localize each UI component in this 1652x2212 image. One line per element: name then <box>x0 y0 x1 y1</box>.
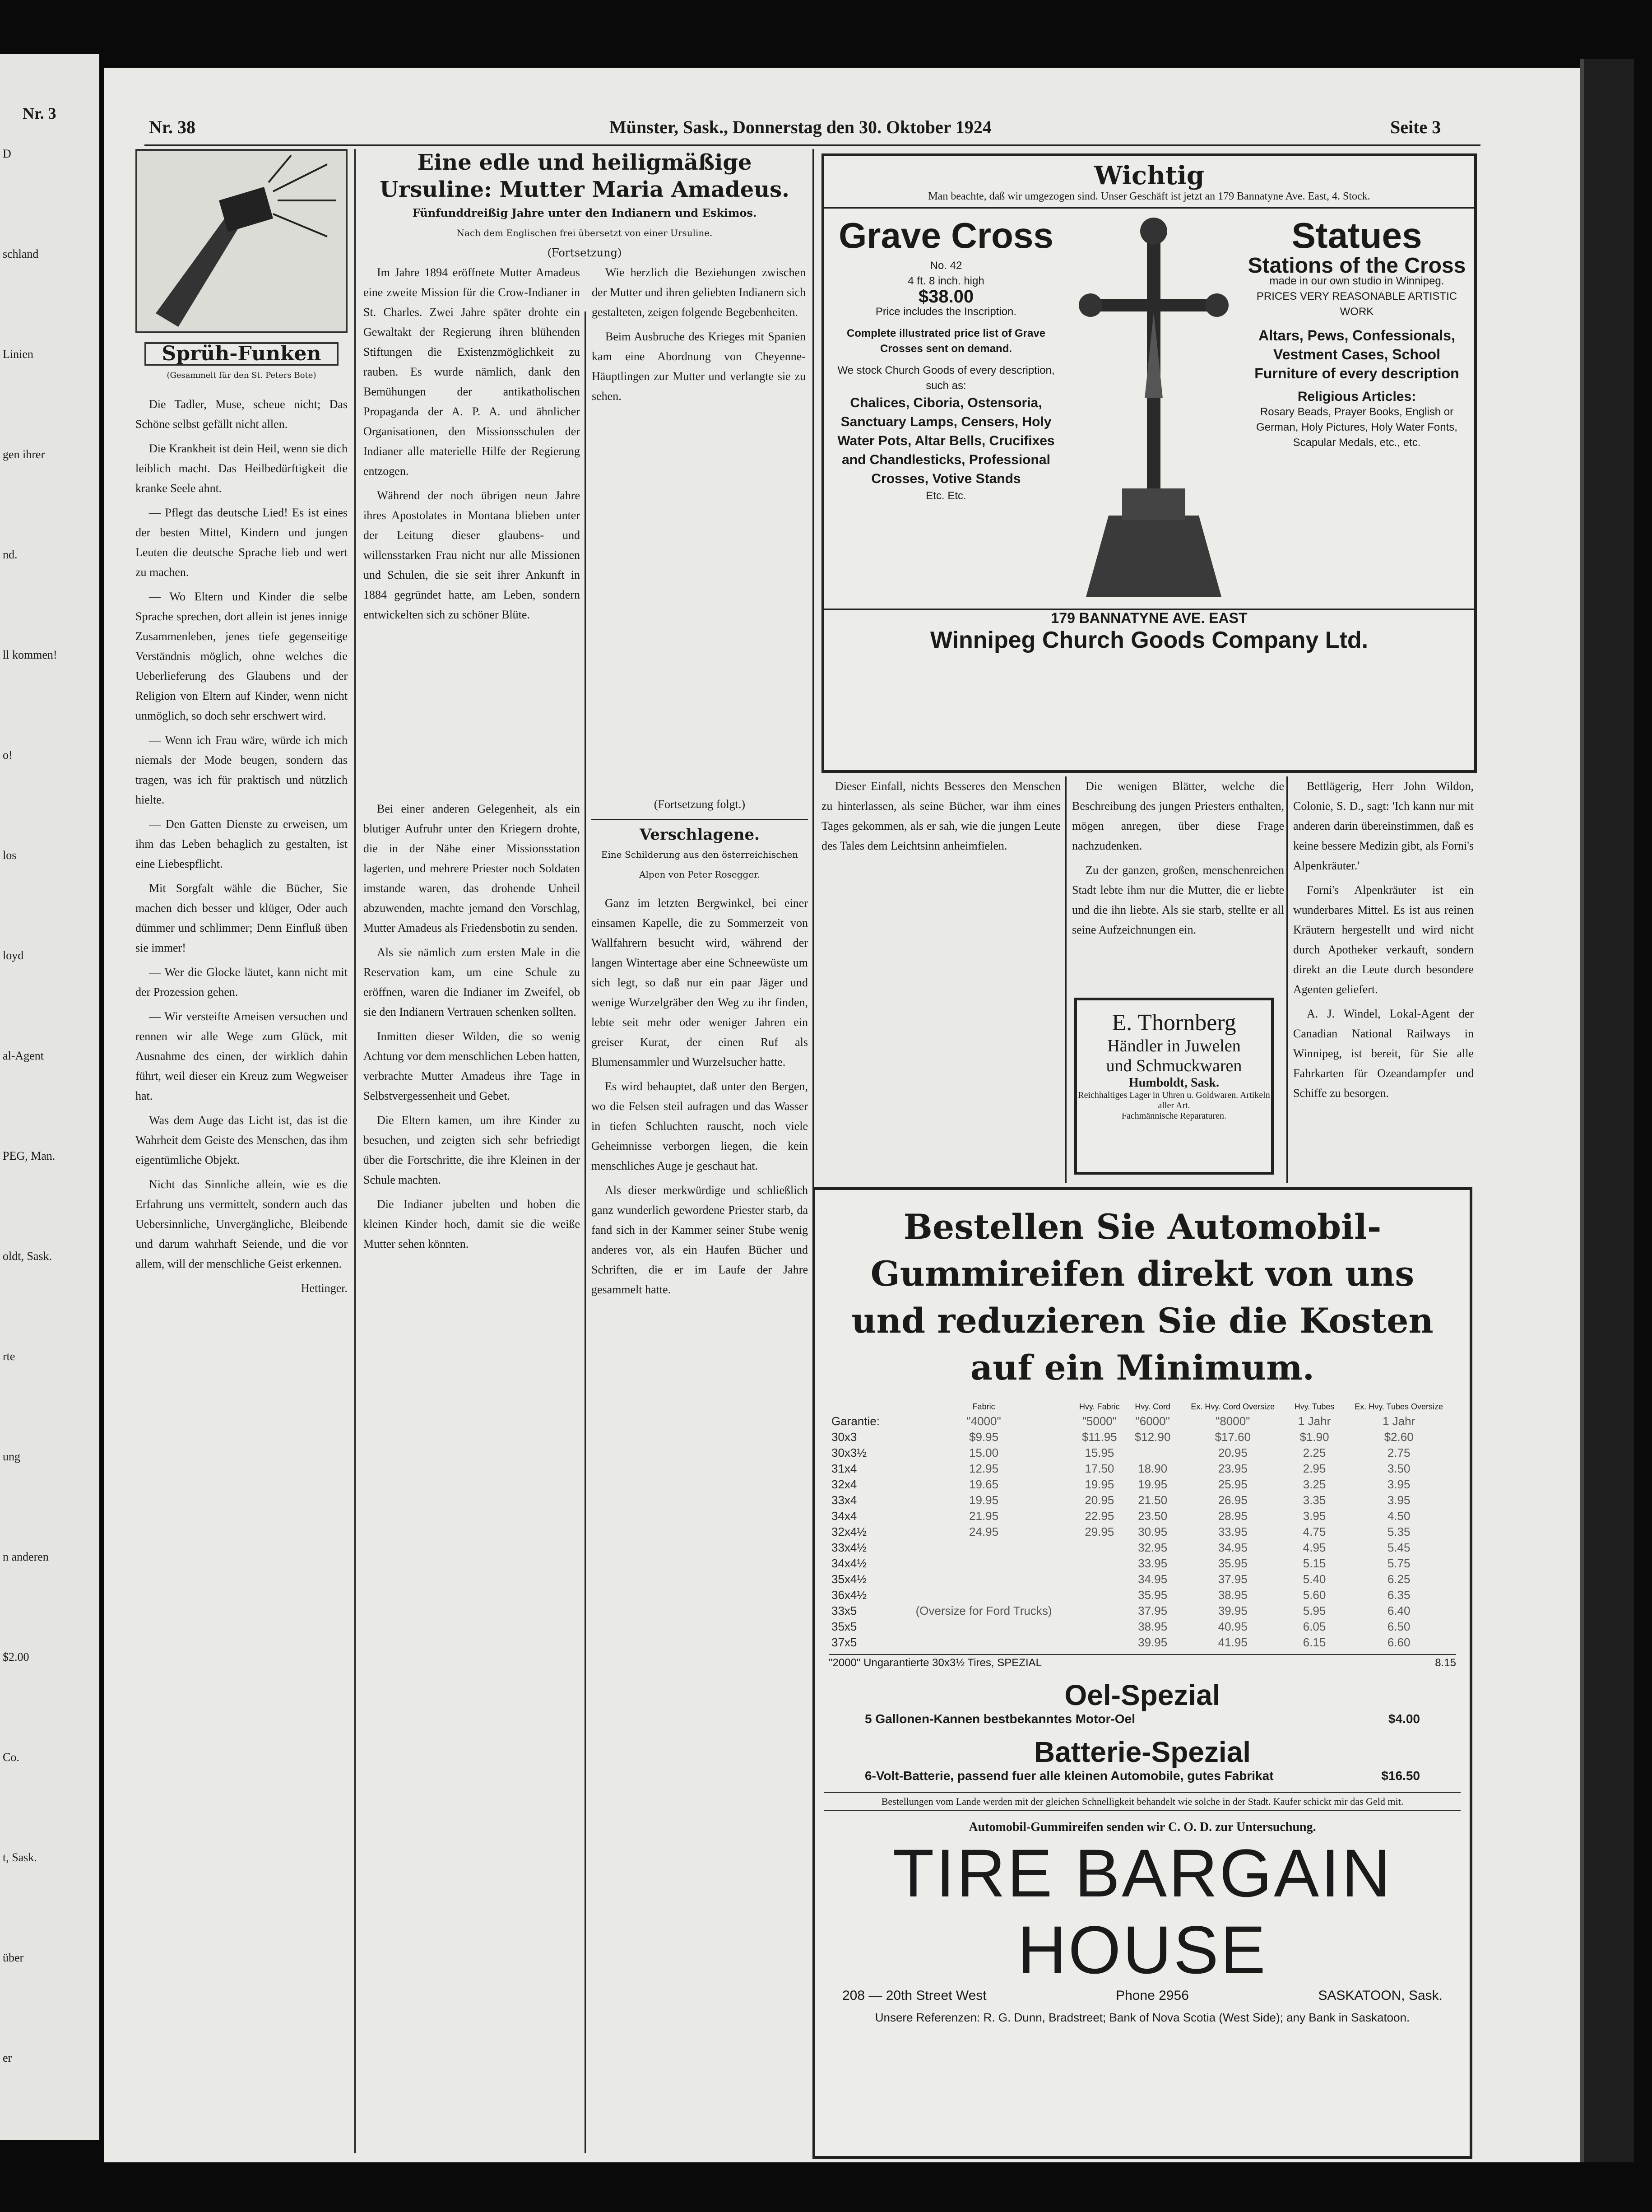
table-cell: 33.95 <box>1218 1525 1248 1538</box>
table-cell: 21.50 <box>1138 1493 1168 1507</box>
paragraph: — Pflegt das deutsche Lied! Es ist eines der besten Mittel, Kindern und jungen Leuten die deutsche Sprache lieb und wert zu machen. <box>135 506 348 579</box>
table-cell: 36x4½ <box>831 1588 867 1602</box>
table-cell: 4.50 <box>1387 1509 1411 1523</box>
left-page-fragment-text: $2.00 <box>3 1650 29 1664</box>
paragraph: — Wir versteifte Ameisen versuchen und rennen wir alle Wege zum Glück, mit Ausnahme des einen, der wirklich dahin führt, weil dieser ein Kreuz zum Wegweiser hat. <box>135 1010 348 1102</box>
paragraph: Im Jahre 1894 eröffnete Mutter Amadeus eine zweite Mission für die Crow-Indianer in St. Charles. Zwei Jahre später drohte ein Gewaltakt der Regierung ihren blühenden Stiftungen die Existenzmöglichkeit zu rauben. Es wurde nämlich, dank den Bemühungen der antikatholischen Propaganda der A. P. A. und ähnlicher Organisationen, den Missionsschulen der Indianer alle materielle Hilfe der Regierung entzogen. <box>363 266 580 478</box>
table-cell: 35.95 <box>1138 1588 1168 1602</box>
ad-church-goods <box>821 153 1477 773</box>
thornberg-line1: Händler in Juwelen <box>1107 1036 1241 1055</box>
left-page-fragment-text: o! <box>3 748 13 762</box>
table-cell: 3.95 <box>1303 1509 1326 1523</box>
thornberg-name: E. Thornberg <box>1112 1010 1236 1036</box>
table-cell: 15.95 <box>1085 1446 1114 1459</box>
table-header: Ex. Hvy. Tubes Oversize <box>1355 1402 1443 1411</box>
article-ursuline-end: (Fortsetzung folgt.) <box>654 798 746 811</box>
ad-thornberg <box>1074 998 1274 1175</box>
grave-cross-title: Grave Cross <box>839 215 1053 256</box>
left-page-fragment-text: ll kommen! <box>3 648 57 661</box>
table-cell: $11.95 <box>1082 1430 1117 1444</box>
table-cell: $2.60 <box>1384 1430 1414 1444</box>
ad-church-notice: Man beachte, daß wir umgezogen sind. Unser Geschäft ist jetzt an 179 Bannatyne Ave. East, 4. Stock. <box>824 191 1474 209</box>
table-cell: 38.95 <box>1218 1588 1248 1602</box>
table-cell: 32x4½ <box>831 1525 867 1538</box>
column-rule <box>585 311 586 2153</box>
table-cell <box>1072 1603 1127 1619</box>
grave-cross-price: $38.00 <box>918 287 974 307</box>
left-page-fragment-text: rte <box>3 1350 15 1363</box>
page-number-right: Seite 3 <box>1390 117 1441 137</box>
column-rule <box>354 149 356 2153</box>
left-page-fragment-text: PEG, Man. <box>3 1149 56 1162</box>
crucifix-icon <box>1068 209 1239 606</box>
battery-price: $16.50 <box>1381 1769 1420 1783</box>
left-page-fragment-text: nd. <box>3 548 18 561</box>
religious-articles-list: Rosary Beads, Prayer Books, English or German, Holy Pictures, Holy Water Fonts, Scapular Medals, etc., etc. <box>1256 406 1457 449</box>
church-company: Winnipeg Church Goods Company Ltd. <box>930 627 1369 653</box>
table-row <box>829 1556 1456 1571</box>
church-address: 179 BANNATYNE AVE. EAST <box>824 609 1474 627</box>
tire-table-head <box>829 1400 1456 1413</box>
paragraph: Als dieser merkwürdige und schließlich ganz wunderlich gewordene Priester starb, da fand sich in der Kammer seiner Stube wenig anderes vor, als ein Haufen Bücher und Schriften, die er im Laufe der Jahre gesammelt hatte. <box>591 1184 808 1296</box>
header-rule <box>144 144 1480 146</box>
tire-phone: Phone 2956 <box>1116 1988 1189 2003</box>
thornberg-line2: und Schmuckwaren <box>1106 1056 1242 1075</box>
oil-desc: 5 Gallonen-Kannen bestbekanntes Motor-Oel <box>865 1712 1135 1726</box>
table-cell: 3.95 <box>1387 1493 1411 1507</box>
table-row <box>829 1477 1456 1492</box>
paragraph: Forni's Alpenkräuter ist ein wunderbares Mittel. Es ist aus reinen Kräutern hergestellt und wird nicht durch Apotheker verkauft, sondern direkt an die Leute durch besondere Agenten geliefert. <box>1293 883 1474 996</box>
battery-special-title: Batterie-Spezial <box>1034 1736 1251 1768</box>
left-page-text <box>0 144 99 2140</box>
table-cell: 38.95 <box>1138 1620 1168 1633</box>
table-cell: 12.95 <box>969 1462 999 1475</box>
tire-special-price: 8.15 <box>1435 1657 1456 1669</box>
table-cell: 17.50 <box>1085 1462 1114 1475</box>
newspaper-page <box>104 68 1580 2162</box>
paragraph: Während der noch übrigen neun Jahre ihres Apostolates in Montana blieben unter der Leitung dieser glaubens- und willensstarken Frau nicht nur alle Missionen und Schulen, die sie seit ihrer Ankunft in 1884 gegründet hatte, am Leben, sondern entwickelten sich zu schöner Blüte. <box>363 489 580 621</box>
table-cell: 25.95 <box>1218 1478 1248 1491</box>
table-cell <box>896 1619 1072 1635</box>
table-cell <box>896 1571 1072 1587</box>
article-forni-text <box>1293 776 1474 1103</box>
table-cell <box>896 1587 1072 1603</box>
paragraph: — Wenn ich Frau wäre, würde ich mich niemals der Mode beugen, sondern das tragen, was ich für praktisch und nützlich hielte. <box>135 734 348 806</box>
paragraph: — Den Gatten Dienste zu erweisen, um ihm das Leben behaglich zu gestalten, ist eine Liebespflicht. <box>135 818 348 870</box>
tire-headline: Bestellen Sie Automobil-Gummireifen direkt von uns und reduzieren Sie die Kosten auf ein Minimum. <box>851 1207 1434 1388</box>
left-page-fragment-text: n anderen <box>3 1550 49 1563</box>
table-cell: 41.95 <box>1218 1636 1248 1649</box>
paragraph: Bei einer anderen Gelegenheit, als ein blutiger Aufruhr unter den Kriegern drohte, die in der Nähe einer Missionsstation lagerten, und mehrere Priester noch Soldaten imstande waren, das drohende Unheil abzuwenden, machte jemand den Vorschlag, Mutter Amadeus als Friedensbotin zu senden. <box>363 802 580 934</box>
page-edge <box>1580 59 1634 2162</box>
left-page-number: Nr. 3 <box>23 104 56 122</box>
table-cell: 5.95 <box>1303 1604 1326 1617</box>
table-row <box>829 1492 1456 1508</box>
battery-desc: 6-Volt-Batterie, passend fuer alle kleinen Automobile, gutes Fabrikat <box>865 1769 1274 1783</box>
column-rule <box>1286 776 1288 1183</box>
paragraph: Mit Sorgfalt wähle die Bücher, Sie machen dich besser und klüger, Oder auch dümmer und schlimmer; Denn Einfluß üben sie immer! <box>135 882 348 954</box>
section-rule <box>591 819 808 820</box>
column-rule <box>1065 776 1067 1183</box>
table-cell: 35.95 <box>1218 1557 1248 1570</box>
table-cell: 21.95 <box>969 1509 999 1523</box>
article-ursuline-note: Nach dem Englischen frei übersetzt von einer Ursuline. <box>456 228 713 238</box>
table-cell: 22.95 <box>1085 1509 1114 1523</box>
article-verschlagene-title: Verschlagene. <box>640 826 760 844</box>
page-header <box>104 68 1580 137</box>
church-items: Chalices, Ciboria, Ostensoria, Sanctuary Lamps, Censers, Holy Water Pots, Altar Bells, Crucifixes and Chandlesticks, Professional Crosses, Votive Stands <box>837 395 1055 486</box>
table-row <box>829 1508 1456 1524</box>
table-cell: 37.95 <box>1138 1604 1168 1617</box>
left-page-fragment-text: über <box>3 1951 24 1964</box>
paragraph: — Wer die Glocke läutet, kann nicht mit der Prozession gehen. <box>135 966 348 999</box>
article-ursuline-col2 <box>592 263 806 629</box>
table-row <box>829 1524 1456 1540</box>
table-cell: 29.95 <box>1085 1525 1114 1538</box>
table-cell: 2.95 <box>1303 1462 1326 1475</box>
table-header: Hvy. Tubes <box>1294 1402 1335 1411</box>
table-cell: 19.95 <box>1085 1478 1114 1491</box>
table-cell: 1 Jahr <box>1383 1414 1415 1428</box>
table-cell: 18.90 <box>1138 1462 1168 1475</box>
table-cell: 6.40 <box>1387 1604 1411 1617</box>
left-page-fragment-text: los <box>3 849 17 862</box>
table-cell: 6.60 <box>1387 1636 1411 1649</box>
table-cell: 6.25 <box>1387 1572 1411 1586</box>
table-row <box>829 1571 1456 1587</box>
table-cell: 30x3½ <box>831 1446 867 1459</box>
spruehfunken-title: Sprüh-Funken <box>144 342 339 366</box>
table-cell: (Oversize for Ford Trucks) <box>915 1604 1052 1617</box>
table-row <box>829 1603 1456 1619</box>
table-cell: $12.90 <box>1134 1430 1171 1444</box>
table-cell: 34.95 <box>1138 1572 1168 1586</box>
statues-made: made in our own studio in Winnipeg. <box>1269 275 1444 287</box>
article-ursuline-continued: (Fortsetzung) <box>547 246 622 259</box>
table-cell: $17.60 <box>1215 1430 1251 1444</box>
table-cell: 33.95 <box>1138 1557 1168 1570</box>
left-page-fragment-text: schland <box>3 247 39 260</box>
table-cell <box>1072 1571 1127 1587</box>
table-cell: 24.95 <box>969 1525 999 1538</box>
table-cell: Garantie: <box>831 1414 880 1428</box>
table-cell: 6.50 <box>1387 1620 1411 1633</box>
table-row <box>829 1635 1456 1650</box>
table-cell: 39.95 <box>1218 1604 1248 1617</box>
article-ursuline-cont <box>363 799 580 2153</box>
table-row <box>829 1461 1456 1477</box>
article-ursuline-col1b <box>363 799 580 1254</box>
paragraph: A. J. Windel, Lokal-Agent der Canadian National Railways in Winnipeg, ist bereit, für Sie alle Fahrkarten für Ozeandampfer und Schiffe zu besorgen. <box>1293 1007 1474 1100</box>
paragraph: Beim Ausbruche des Krieges mit Spanien kam eine Abordnung von Cheyenne-Häuptlingen zur Mutter und verlangte sie zu sehen. <box>592 330 806 403</box>
religious-articles-title: Religious Articles: <box>1297 389 1416 404</box>
grave-cross-no: No. 42 <box>930 260 962 272</box>
table-cell <box>896 1556 1072 1571</box>
paragraph: Zu der ganzen, großen, menschenreichen Stadt lebte ihm nur die Mutter, die er liebte und die ihn liebte. Als sie starb, stellte er all seine Aufzeichnungen ein. <box>1072 864 1284 936</box>
altar-items: Altars, Pews, Confessionals, Vestment Cases, School Furniture of every description <box>1254 327 1459 381</box>
table-row <box>829 1619 1456 1635</box>
table-cell: 2.25 <box>1303 1446 1326 1459</box>
tire-price-table <box>829 1400 1456 1650</box>
tire-address: 208 — 20th Street West <box>842 1988 987 2003</box>
spray-illustration <box>135 149 348 333</box>
table-cell: 19.65 <box>969 1478 999 1491</box>
oil-special-title: Oel-Spezial <box>1064 1679 1220 1711</box>
table-cell: 28.95 <box>1218 1509 1248 1523</box>
dateline: Münster, Sask., Donnerstag den 30. Oktober 1924 <box>609 117 992 137</box>
left-page-fragment-text: D <box>3 147 11 160</box>
table-header: Hvy. Cord <box>1135 1402 1170 1411</box>
ad-church-heading: Wichtig <box>1094 161 1205 191</box>
tire-references: Unsere Referenzen: R. G. Dunn, Bradstreet; Bank of Nova Scotia (West Side); any Bank in Saskatoon. <box>875 2011 1410 2024</box>
spruehfunken-subtitle: (Gesammelt für den St. Peters Bote) <box>167 371 316 380</box>
left-page-fragment-text: oldt, Sask. <box>3 1250 52 1263</box>
table-cell: "5000" <box>1082 1414 1117 1428</box>
table-cell: 4.75 <box>1303 1525 1326 1538</box>
table-cell: 4.95 <box>1303 1541 1326 1554</box>
table-cell: 2.75 <box>1387 1446 1411 1459</box>
paragraph: Nicht das Sinnliche allein, wie es die Erfahrung uns vermittelt, sondern auch das Uebersinnliche, Unvergängliche, Bleibende und darum wahrhaft Seiende, und die vor allem, will der menschliche Geist erkennen. <box>135 1178 348 1270</box>
paragraph: Dieser Einfall, nichts Besseres den Menschen zu hinterlassen, als seine Bücher, war ihm eines Tages gekommen, als er sah, wie die jungen Leute des Tales dem Leichtsinn anheimfielen. <box>821 780 1061 852</box>
spruehfunken-author: Hettinger. <box>301 1282 348 1295</box>
tire-company: TIRE BARGAIN HOUSE <box>892 1835 1392 1988</box>
table-cell: $1.90 <box>1299 1430 1329 1444</box>
thornberg-line4: Fachmännische Reparaturen. <box>1121 1111 1227 1121</box>
table-row <box>829 1540 1456 1556</box>
tire-city: SASKATOON, Sask. <box>1318 1988 1443 2003</box>
table-cell: 33x4½ <box>831 1541 867 1554</box>
table-cell: 34.95 <box>1218 1541 1248 1554</box>
paragraph: Die Eltern kamen, um ihre Kinder zu besuchen, und zeigten sich sehr befriedigt über die Fortschritte, die ihre Kleinen in der Schule machten. <box>363 1114 580 1186</box>
thornberg-city: Humboldt, Sask. <box>1129 1076 1219 1090</box>
table-cell <box>1072 1635 1127 1650</box>
article-verschlagene-text <box>591 893 808 1300</box>
table-cell: 1 Jahr <box>1298 1414 1331 1428</box>
table-cell: 20.95 <box>1085 1493 1114 1507</box>
table-row <box>829 1429 1456 1445</box>
table-cell: 23.50 <box>1138 1509 1168 1523</box>
table-cell: "8000" <box>1216 1414 1250 1428</box>
paragraph: Die Tadler, Muse, scheue nicht; Das Schöne selbst gefällt nicht allen. <box>135 398 348 431</box>
table-cell: 20.95 <box>1218 1446 1248 1459</box>
table-cell: 37x5 <box>831 1636 857 1649</box>
table-row <box>829 1413 1456 1429</box>
column-spruehfunken <box>135 149 348 2153</box>
paragraph: Als sie nämlich zum ersten Male in die Reservation kam, um eine Schule zu eröffnen, waren die Indianer im Zweifel, ob sie den Indianern Vertrauen schenken sollten. <box>363 946 580 1018</box>
article-ursuline-title: Eine edle und heiligmäßige Ursuline: Mutter Maria Amadeus. <box>380 150 789 202</box>
table-cell <box>896 1635 1072 1650</box>
article-middle-text <box>1072 776 1284 940</box>
tire-notice: Bestellungen vom Lande werden mit der gleichen Schnelligkeit behandelt wie solche in der Stadt. Kaufer schickt mir das Geld mit. <box>824 1792 1461 1811</box>
paragraph: Wie herzlich die Beziehungen zwischen der Mutter und ihren geliebten Indianern sich gestalteten, zeigen folgende Begebenheiten. <box>592 266 806 319</box>
paragraph: Inmitten dieser Wilden, die so wenig Achtung vor dem menschlichen Leben hatten, verbrachte Mutter Amadeus ihre Tage in Selbstvergessenheit und Gebet. <box>363 1030 580 1102</box>
paragraph: Es wird behauptet, daß unter den Bergen, wo die Felsen steil aufragen und das Wasser in tiefen Schluchten rauscht, noch viele Geheimnisse verborgen liegen, die kein menschliches Auge je geschaut hat. <box>591 1080 808 1172</box>
grave-cross-list: Complete illustrated price list of Grave Crosses sent on demand. <box>846 327 1046 355</box>
crucifix-illustration <box>1068 209 1239 606</box>
grave-cross-note: Price includes the Inscription. <box>875 306 1017 318</box>
left-page-fragment-text: t, Sask. <box>3 1851 37 1864</box>
oil-price: $4.00 <box>1388 1712 1420 1726</box>
table-header <box>829 1400 896 1413</box>
article-ursuline-subtitle: Fünfunddreißig Jahre unter den Indianern und Eskimos. <box>412 206 757 219</box>
left-page-fragment <box>0 54 99 2140</box>
paragraph: Ganz im letzten Bergwinkel, bei einer einsamen Kapelle, die zu Sommerzeit von Wallfahrern besucht wird, während der langen Wintertage aber eine Schneewüste um sich legt, so daß nur ein paar Jäger und wenige Wurzelgräber den Weg zu ihr finden, lebte seit mehr oder weniger Jahren ein greiser Kurat, der einen Ruf als Blumensammler und Wurzelsucher hatte. <box>591 897 808 1069</box>
table-cell: 34x4 <box>831 1509 857 1523</box>
ad-tire-bargain-house <box>812 1187 1472 2159</box>
table-cell <box>1072 1587 1127 1603</box>
paragraph: Die Krankheit ist dein Heil, wenn sie dich leiblich macht. Das Heilbedürftigkeit die kranke Seele ahnt. <box>135 442 348 495</box>
left-page-fragment-text: gen ihrer <box>3 448 45 461</box>
table-cell: 33x4 <box>831 1493 857 1507</box>
statues-prices: PRICES VERY REASONABLE ARTISTIC WORK <box>1256 290 1457 318</box>
table-cell: 5.75 <box>1387 1557 1411 1570</box>
table-cell <box>1072 1540 1127 1556</box>
table-cell: 32x4 <box>831 1478 857 1491</box>
table-cell: 15.00 <box>969 1446 999 1459</box>
spruehfunken-text <box>135 395 348 1274</box>
table-cell: 23.95 <box>1218 1462 1248 1475</box>
table-cell: 30x3 <box>831 1430 857 1444</box>
table-cell: 5.35 <box>1387 1525 1411 1538</box>
thornberg-line3: Reichhaltiges Lager in Uhren u. Goldwaren. Artikeln aller Art. <box>1078 1090 1270 1111</box>
table-header: Ex. Hvy. Cord Oversize <box>1191 1402 1275 1411</box>
table-cell: $9.95 <box>969 1430 999 1444</box>
church-etc: Etc. Etc. <box>926 490 966 502</box>
table-cell: 3.95 <box>1387 1478 1411 1491</box>
table-cell: "4000" <box>966 1414 1001 1428</box>
table-cell: 32.95 <box>1138 1541 1168 1554</box>
table-cell: 5.15 <box>1303 1557 1326 1570</box>
left-page-fragment-text: ung <box>3 1450 20 1463</box>
table-cell: 19.95 <box>1138 1478 1168 1491</box>
left-page-fragment-text: Co. <box>3 1751 19 1764</box>
left-page-fragment-text: loyd <box>3 949 24 962</box>
ad-church-left <box>824 209 1068 606</box>
church-stock: We stock Church Goods of every description, such as: <box>837 364 1055 392</box>
table-cell: 3.35 <box>1303 1493 1326 1507</box>
paragraph: Die Indianer jubelten und hoben die kleinen Kinder hoch, damit sie die weiße Mutter sehen könnten. <box>363 1198 580 1250</box>
table-cell: 6.15 <box>1303 1636 1326 1649</box>
grave-cross-size: 4 ft. 8 inch. high <box>908 275 984 287</box>
tire-special-row: "2000" Ungarantierte 30x3½ Tires, SPEZIAL <box>829 1657 1042 1669</box>
table-cell: 35x5 <box>831 1620 857 1633</box>
table-cell <box>896 1540 1072 1556</box>
page-number-left: Nr. 38 <box>149 117 195 137</box>
table-cell: 26.95 <box>1218 1493 1248 1507</box>
table-cell: 30.95 <box>1138 1525 1168 1538</box>
statues-title: Statues <box>1291 215 1422 256</box>
article-verschlagene-cont-text <box>821 776 1061 856</box>
left-page-fragment-text: al-Agent <box>3 1049 44 1062</box>
article-verschlagene-cont <box>821 776 1061 1183</box>
left-page-fragment-text: Linien <box>3 348 33 361</box>
paragraph: Bettlägerig, Herr John Wildon, Colonie, S. D., sagt: 'Ich kann nur mit anderen darin übereinstimmen, daß es keine bessere Medizin gibt, als Forni's Alpenkräuter.' <box>1293 780 1474 872</box>
tire-table-body <box>829 1413 1456 1650</box>
table-cell: 3.25 <box>1303 1478 1326 1491</box>
table-cell: 5.45 <box>1387 1541 1411 1554</box>
table-cell: 40.95 <box>1218 1620 1248 1633</box>
table-cell <box>1072 1619 1127 1635</box>
table-row <box>829 1445 1456 1461</box>
table-cell: "6000" <box>1135 1414 1170 1428</box>
table-cell: 6.35 <box>1387 1588 1411 1602</box>
hammer-spark-icon <box>137 151 346 331</box>
table-cell: 5.40 <box>1303 1572 1326 1586</box>
table-cell: 19.95 <box>969 1493 999 1507</box>
table-cell: 34x4½ <box>831 1557 867 1570</box>
table-cell: 5.60 <box>1303 1588 1326 1602</box>
stations-title: Stations of the Cross <box>1248 254 1466 278</box>
article-verschlagene-subtitle: Eine Schilderung aus den österreichischen Alpen von Peter Rosegger. <box>601 849 798 880</box>
paragraph: Was dem Auge das Licht ist, das ist die Wahrheit dem Geiste des Menschen, das ihm eigentümliche Objekt. <box>135 1114 348 1166</box>
table-cell <box>1072 1556 1127 1571</box>
left-page-fragment-text: er <box>3 2051 12 2064</box>
table-header: Hvy. Fabric <box>1079 1402 1120 1411</box>
table-cell: 35x4½ <box>831 1572 867 1586</box>
tire-cod: Automobil-Gummireifen senden wir C. O. D. zur Untersuchung. <box>969 1820 1316 1834</box>
table-header: Fabric <box>972 1402 995 1411</box>
paragraph: Die wenigen Blätter, welche die Beschreibung des jungen Priesters enthalten, mögen anregen, über diese Frage nachzudenken. <box>1072 780 1284 852</box>
article-verschlagene <box>591 795 808 2153</box>
table-cell <box>1127 1445 1179 1461</box>
table-cell: 3.50 <box>1387 1462 1411 1475</box>
table-cell: 31x4 <box>831 1462 857 1475</box>
table-cell: 39.95 <box>1138 1636 1168 1649</box>
table-cell: 6.05 <box>1303 1620 1326 1633</box>
ad-church-right <box>1239 209 1474 606</box>
table-row <box>829 1587 1456 1603</box>
table-cell: 37.95 <box>1218 1572 1248 1586</box>
paragraph: — Wo Eltern und Kinder die selbe Sprache sprechen, dort allein ist jenes innige Zusammenleben, jenes tiefe gegenseitige Verständnis möglich, ohne welches die Ueberlieferung des Glaubens und der Religion von Eltern auf Kinder, wenn nicht unmöglich, so doch sehr erschwert wird. <box>135 590 348 722</box>
article-ursuline-col1 <box>363 263 580 629</box>
article-forni <box>1293 776 1474 1183</box>
table-cell: 33x5 <box>831 1604 857 1617</box>
